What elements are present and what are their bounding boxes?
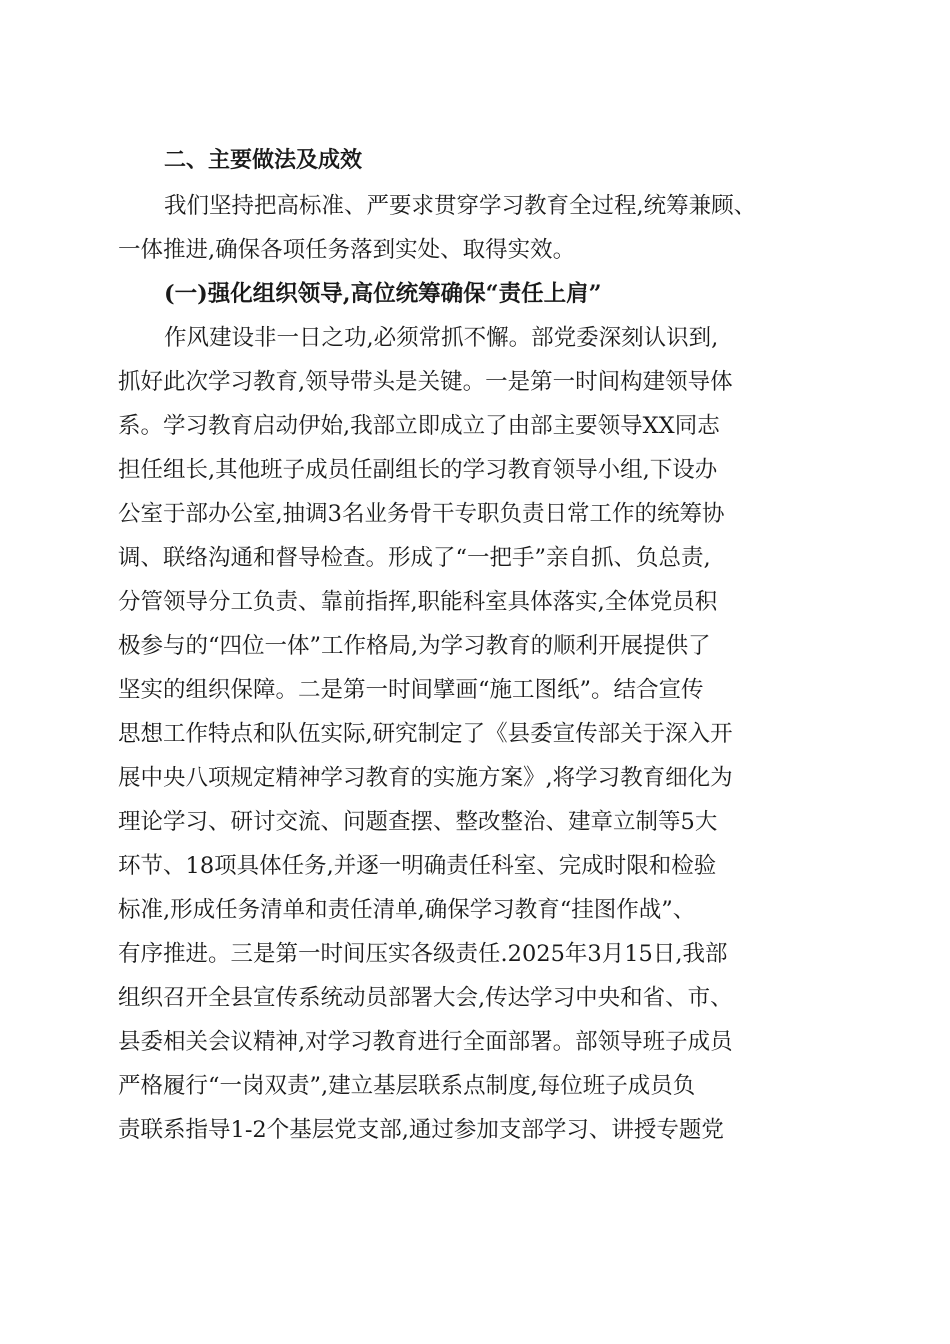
body-paragraph	[118, 316, 832, 1152]
paragraph-line: 调、联络沟通和督导检查。形成了“一把手”亲自抓、负总责,	[118, 545, 711, 571]
intro-paragraph	[118, 184, 832, 272]
paragraph-line: 有序推进。三是第一时间压实各级责任.2025年3月15日,我部	[118, 941, 728, 967]
paragraph-line: 标准,形成任务清单和责任清单,确保学习教育“挂图作战”、	[118, 897, 696, 923]
paragraph-line: 系。学习教育启动伊始,我部立即成立了由部主要领导XX同志	[118, 413, 720, 439]
paragraph-line: 坚实的组织保障。二是第一时间擘画“施工图纸”。结合宣传	[118, 677, 704, 703]
paragraph-line: 严格履行“一岗双责”,建立基层联系点制度,每位班子成员负	[118, 1073, 696, 1099]
paragraph-line: 抓好此次学习教育,领导带头是关键。一是第一时间构建领导体	[118, 369, 733, 395]
paragraph-line: 公室于部办公室,抽调3名业务骨干专职负责日常工作的统筹协	[118, 501, 725, 527]
paragraph-line: 组织召开全县宣传系统动员部署大会,传达学习中央和省、市、	[118, 985, 733, 1011]
paragraph-line: 县委相关会议精神,对学习教育进行全面部署。部领导班子成员	[118, 1029, 733, 1055]
paragraph-line: 作风建设非一日之功,必须常抓不懈。部党委深刻认识到,	[164, 325, 719, 351]
paragraph-line: 理论学习、研讨交流、问题查摆、整改整治、建章立制等5大	[118, 809, 718, 835]
section-title: 二、主要做法及成效	[164, 148, 363, 173]
paragraph-line: 思想工作特点和队伍实际,研究制定了《县委宣传部关于深入开	[118, 721, 733, 747]
paragraph-line: 展中央八项规定精神学习教育的实施方案》,将学习教育细化为	[118, 765, 733, 791]
paragraph-line: 环节、18项具体任务,并逐一明确责任科室、完成时限和检验	[118, 853, 717, 879]
paragraph-line: 极参与的“四位一体”工作格局,为学习教育的顺利开展提供了	[118, 633, 711, 659]
paragraph-line: 担任组长,其他班子成员任副组长的学习教育领导小组,下设办	[118, 457, 718, 483]
paragraph-line: 分管领导分工负责、靠前指挥,职能科室具体落实,全体党员积	[118, 589, 718, 615]
subsection-title: (一)强化组织领导,高位统筹确保“责任上肩”	[164, 281, 602, 307]
document-body	[118, 138, 832, 1152]
paragraph-line: 责联系指导1-2个基层党支部,通过参加支部学习、讲授专题党	[118, 1117, 724, 1143]
paragraph-line: 我们坚持把高标准、严要求贯穿学习教育全过程,统筹兼顾、	[164, 193, 757, 219]
paragraph-line: 一体推进,确保各项任务落到实处、取得实效。	[118, 237, 576, 263]
